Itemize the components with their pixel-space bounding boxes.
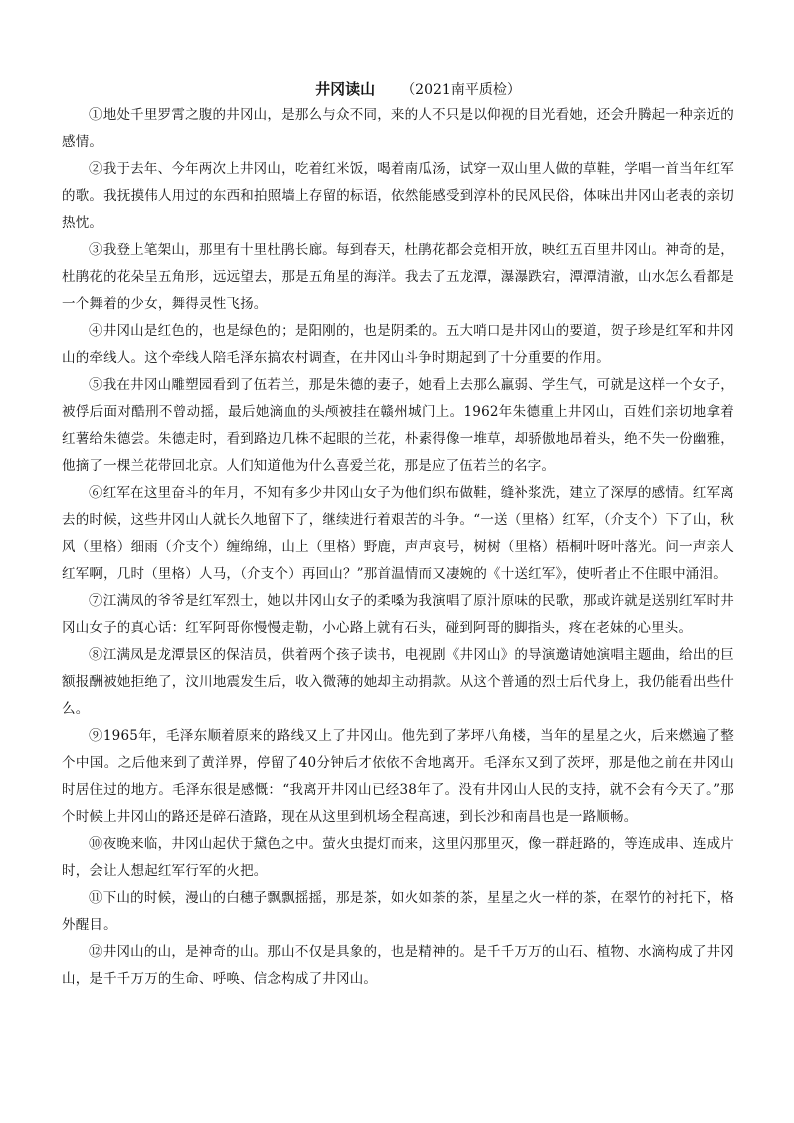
document-title: 井冈读山 (315, 80, 376, 98)
paragraph-8: ⑧江满凤是龙潭景区的保洁员，供着两个孩子读书，电视剧《井冈山》的导演邀请她演唱主题曲，给出的巨额报酬被她拒绝了，汶川地震发生后，收入微薄的她却主动捐款。从这个普通的烈士后代身上，我仍能看出些什么。 (62, 647, 734, 717)
paragraph-12: ⑫井冈山的山，是神奇的山。那山不仅是具象的，也是精神的。是千千万万的山石、植物、水滴构成了井冈山，是千千万万的生命、呼唤、信念构成了井冈山。 (62, 944, 734, 987)
paragraph-2: ②我于去年、今年两次上井冈山，吃着红米饭，喝着南瓜汤，试穿一双山里人做的草鞋，学唱一首当年红军的歌。我抚摸伟人用过的东西和拍照墙上存留的标语，依然能感受到淳朴的民风民俗，体味出井冈山老表的亲切热忱。 (62, 161, 734, 231)
paragraph-6: ⑥红军在这里奋斗的年月，不知有多少井冈山女子为他们织布做鞋，缝补浆洗，建立了深厚的感情。红军离去的时候，这些井冈山人就长久地留下了，继续进行着艰苦的斗争。“一送（里格）红军，（介支个）下了山，秋风（里格）细雨（介支个）缠绵绵，山上（里格）野鹿，声声哀号，树树（里格）梧桐叶呀叶落光。问一声亲人红军啊，几时（里格）人马，（介支个）再回山？”那首温情而又凄婉的《十送红军》，使听者止不住眼中涌泪。 (62, 485, 734, 582)
paragraph-5: ⑤我在井冈山雕塑园看到了伍若兰，那是朱德的妻子，她看上去那么羸弱、学生气，可就是这样一个女子，被俘后面对酷刑不曾动摇，最后她滴血的头颅被挂在赣州城门上。1962年朱德重上井冈山，百姓们亲切地拿着红薯给朱德尝。朱德走时，看到路边几株不起眼的兰花，朴素得像一堆草，却骄傲地昂着头，绝不失一份幽雅，他摘了一棵兰花带回北京。人们知道他为什么喜爱兰花，那是应了伍若兰的名字。 (62, 377, 734, 474)
paragraph-9: ⑨1965年，毛泽东顺着原来的路线又上了井冈山。他先到了茅坪八角楼，当年的星星之火，后来燃遍了整个中国。之后他来到了黄洋界，停留了40分钟后才依依不舍地离开。毛泽东又到了茨坪，那是他之前在井冈山时居住过的地方。毛泽东很是感慨：“我离开井冈山已经38年了。没有井冈山人民的支持，就不会有今天了。”那个时候上井冈山的路还是碎石渣路，现在从这里到机场全程高速，到长沙和南昌也是一路顺畅。 (62, 728, 734, 825)
paragraph-1: ①地处千里罗霄之腹的井冈山，是那么与众不同，来的人不只是以仰视的目光看她，还会升腾起一种亲近的感情。 (62, 107, 734, 150)
paragraph-11: ⑪下山的时候，漫山的白穗子飘飘摇摇，那是茶，如火如荼的茶，星星之火一样的茶，在翠竹的衬托下，格外醒目。 (62, 890, 734, 933)
document-page (62, 78, 734, 993)
paragraph-3: ③我登上笔架山，那里有十里杜鹃长廊。每到春天，杜鹃花都会竞相开放，映红五百里井冈山。神奇的是，杜鹃花的花朵呈五角形，远远望去，那是五角星的海洋。我去了五龙潭，瀑瀑跌宕，潭潭清澈，山水怎么看都是一个舞着的少女，舞得灵性飞扬。 (62, 242, 734, 312)
paragraph-10: ⑩夜晚来临，井冈山起伏于黛色之中。萤火虫提灯而来，这里闪那里灭，像一群赶路的，等连成串、连成片时，会让人想起红军行军的火把。 (62, 836, 734, 879)
paragraph-4: ④井冈山是红色的，也是绿色的；是阳刚的，也是阴柔的。五大哨口是井冈山的要道，贺子珍是红军和井冈山的牵线人。这个牵线人陪毛泽东搞农村调查，在井冈山斗争时期起到了十分重要的作用。 (62, 323, 734, 366)
title-line (62, 78, 734, 100)
document-source: （2021南平质检） (401, 82, 521, 98)
paragraph-7: ⑦江满凤的爷爷是红军烈士，她以井冈山女子的柔嗓为我演唱了原汁原味的民歌，那或许就是送别红军时井冈山女子的真心话：红军阿哥你慢慢走勒，小心路上就有石头，碰到阿哥的脚指头，疼在老妹的心里头。 (62, 593, 734, 636)
